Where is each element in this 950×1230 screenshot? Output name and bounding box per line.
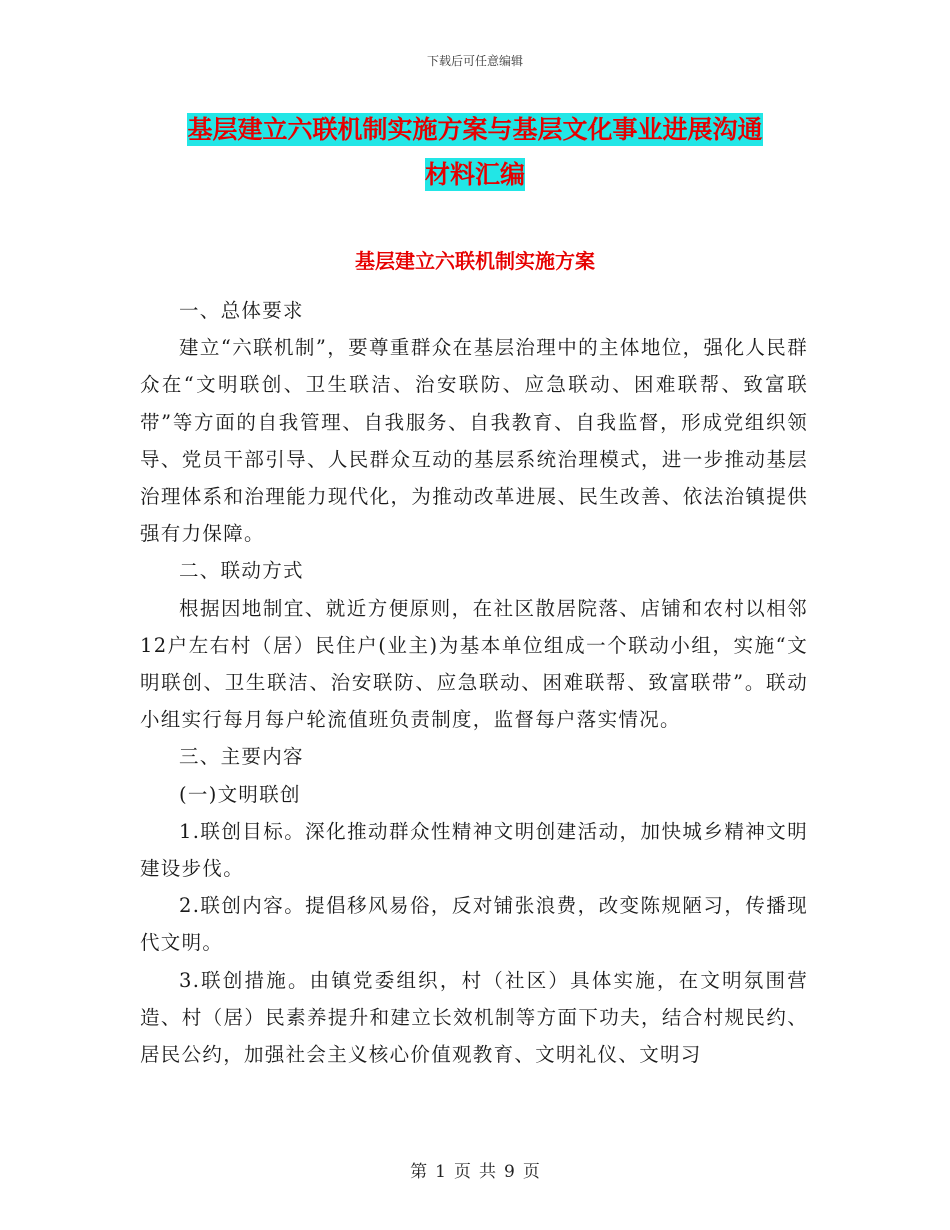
heading-general-requirements: 一、总体要求 bbox=[179, 299, 304, 322]
footer-page-unit: 页 bbox=[454, 1162, 471, 1182]
footer-total-label: 共 bbox=[479, 1162, 496, 1182]
title-line-2-text: 材料汇编 bbox=[424, 160, 525, 189]
paragraph-item-1: 1.联创目标。深化推动群众性精神文明创建活动，加快城乡精神文明建设步伐。 bbox=[140, 819, 808, 881]
footer-page-current: 1 bbox=[435, 1162, 446, 1182]
heading-main-content: 三、主要内容 bbox=[179, 745, 304, 769]
page-header-note: 下载后可任意编辑 bbox=[426, 54, 523, 68]
document-title-line-2 bbox=[140, 150, 810, 200]
paragraph-item-3: 3.联创措施。由镇党委组织，村（社区）具体实施，在文明氛围营造、村（居）民素养提升和建立长效机制等方面下功夫，结合村规民约、居民公约，加强社会主义核心价值观教育、文明礼仪、文明习 bbox=[140, 968, 808, 1067]
document-title-line-1 bbox=[140, 105, 810, 155]
page-footer bbox=[0, 1157, 950, 1182]
document-body bbox=[140, 292, 808, 1073]
title-line-1-text: 基层建立六联机制实施方案与基层文化事业进展沟通 bbox=[187, 115, 763, 144]
footer-page-label: 第 bbox=[410, 1162, 428, 1182]
subheading-civilization: (一)文明联创 bbox=[179, 782, 301, 806]
section-title: 基层建立六联机制实施方案 bbox=[355, 249, 595, 273]
paragraph-linkage-method: 根据因地制宜、就近方便原则，在社区散居院落、店铺和农村以相邻12户左右村（居）民住户(业主)为基本单位组成一个联动小组，实施“文明联创、卫生联洁、治安联防、应急联动、困难联帮、致富联带”。联动小组实行每月每户轮流值班负责制度，监督每户落实情况。 bbox=[140, 596, 808, 732]
footer-total-unit: 页 bbox=[522, 1162, 540, 1182]
heading-linkage-method: 二、联动方式 bbox=[179, 559, 304, 583]
footer-page-total: 9 bbox=[504, 1162, 515, 1182]
paragraph-general-requirements: 建立“六联机制”，要尊重群众在基层治理中的主体地位，强化人民群众在“文明联创、卫生联洁、治安联防、应急联动、困难联帮、致富联带”等方面的自我管理、自我服务、自我教育、自我监督，形成党组织领导、党员干部引导、人民群众互动的基层系统治理模式，进一步推动基层治理体系和治理能力现代化，为推动改革进展、民生改善、依法治镇提供强有力保障。 bbox=[140, 336, 808, 546]
paragraph-item-2: 2.联创内容。提倡移风易俗，反对铺张浪费，改变陈规陋习，传播现代文明。 bbox=[140, 894, 808, 955]
